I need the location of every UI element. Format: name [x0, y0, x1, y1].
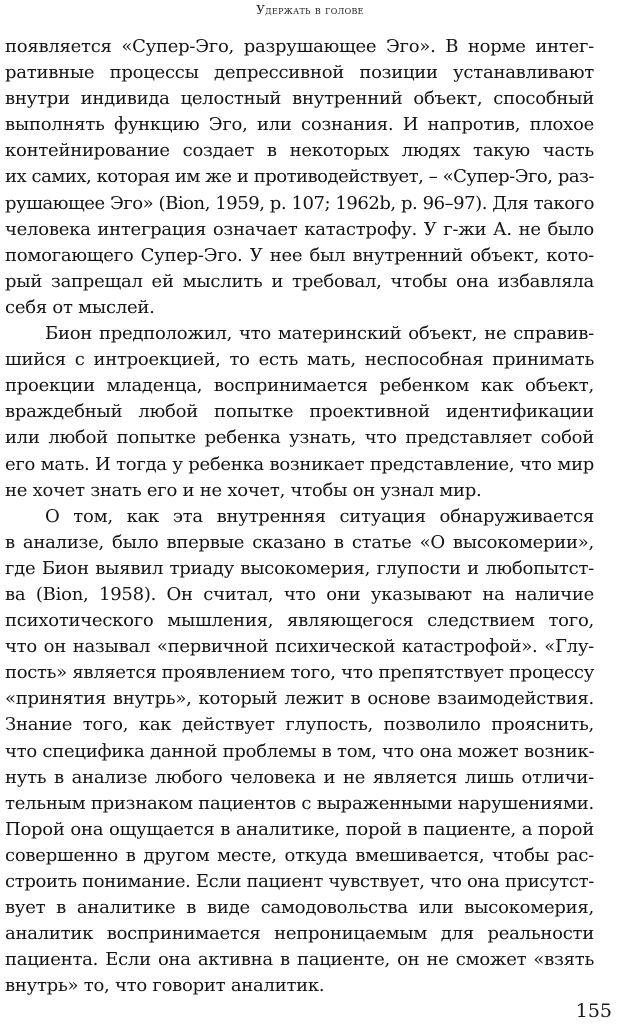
text-line: контейнирование создает в некоторых людях такую часть [5, 140, 594, 162]
text-line: тельным признаком пациентов с выраженными нарушениями. [5, 792, 594, 814]
text-line: враждебный любой попытке проективной идентификации [5, 401, 594, 423]
text-line: строить понимание. Если пациент чувствует, что она присутст- [5, 871, 594, 892]
text-line: в анализе, было впервые сказано в статье «О высокомерии», [5, 531, 594, 553]
text-line: помогающего Супер-Эго. У нее был внутренний объект, кото- [5, 244, 594, 266]
text-line: внутрь» то, что говорит аналитик. [5, 975, 325, 997]
text-line: что специфика данной проблемы в том, что она может возник- [5, 740, 595, 762]
paragraph [5, 34, 594, 321]
text-line: вует в аналитике в виде самодовольства или высокомерия, [5, 897, 594, 919]
text-line: Знание того, как действует глупость, позволило прояснить, [5, 714, 594, 736]
text-line: рый запрещал ей мыслить и требовал, чтобы она избавляла [5, 270, 594, 292]
text-line: не хочет знать его и не хочет, чтобы он узнал мир. [5, 479, 482, 501]
text-line: человека интеграция означает катастрофу. У г-жи А. не было [5, 218, 594, 240]
text-line: его мать. И тогда у ребенка возникает представление, что мир [5, 453, 594, 475]
text-line: появляется «Супер-Эго, разрушающее Эго». В норме интег- [5, 36, 594, 57]
text-line: ва (Bion, 1958). Он считал, что они указывают на наличие [5, 583, 594, 605]
text-line: аналитик воспринимается непроницаемым для реальности [5, 923, 594, 945]
running-head: Удержать в голове [256, 3, 364, 17]
text-line: или любой попытке ребенка узнать, что представляет собой [5, 427, 594, 449]
text-line: проекции младенца, воспринимается ребенком как объект, [5, 375, 594, 397]
text-line: О том, как эта внутренняя ситуация обнаруживается [45, 505, 594, 527]
paragraph [5, 321, 594, 504]
text-line: шийся с интроекцией, то есть мать, неспособная принимать [5, 349, 594, 371]
body-text [5, 34, 594, 999]
text-line: Бион предположил, что материнский объект, не справив- [45, 323, 594, 345]
text-line: внутри индивида целостный внутренний объект, способный [5, 88, 594, 110]
text-line: психотического мышления, являющегося следствием того, [5, 610, 594, 632]
text-line: пациента. Если она активна в пациенте, он не сможет «взять [5, 949, 594, 971]
text-line: нуть в анализе любого человека и не является лишь отличи- [5, 766, 594, 788]
paragraph [5, 504, 594, 1000]
text-line: пость» является проявлением того, что препятствует процессу [5, 662, 594, 684]
text-line: ративные процессы депрессивной позиции устанавливают [5, 62, 594, 84]
text-line: где Бион выявил триаду высокомерия, глупости и любопытст- [5, 557, 594, 579]
text-line: Порой она ощущается в аналитике, порой в пациенте, а порой [5, 818, 594, 840]
text-line: их самих, которая им же и противодействует, – «Супер-Эго, раз- [5, 166, 594, 188]
text-line: совершенно в другом месте, откуда вмешивается, чтобы рас- [5, 844, 594, 866]
text-line: «принятия внутрь», который лежит в основе взаимодействия. [5, 688, 594, 710]
text-line: что он называл «первичной психической катастрофой». «Глу- [5, 636, 594, 658]
text-line: выполнять функцию Эго, или сознания. И напротив, плохое [5, 114, 594, 136]
text-line: себя от мыслей. [5, 296, 155, 318]
page-number: 155 [575, 1000, 612, 1022]
text-line: рушающее Эго» (Bion, 1959, p. 107; 1962b, p. 96–97). Для такого [5, 192, 594, 214]
